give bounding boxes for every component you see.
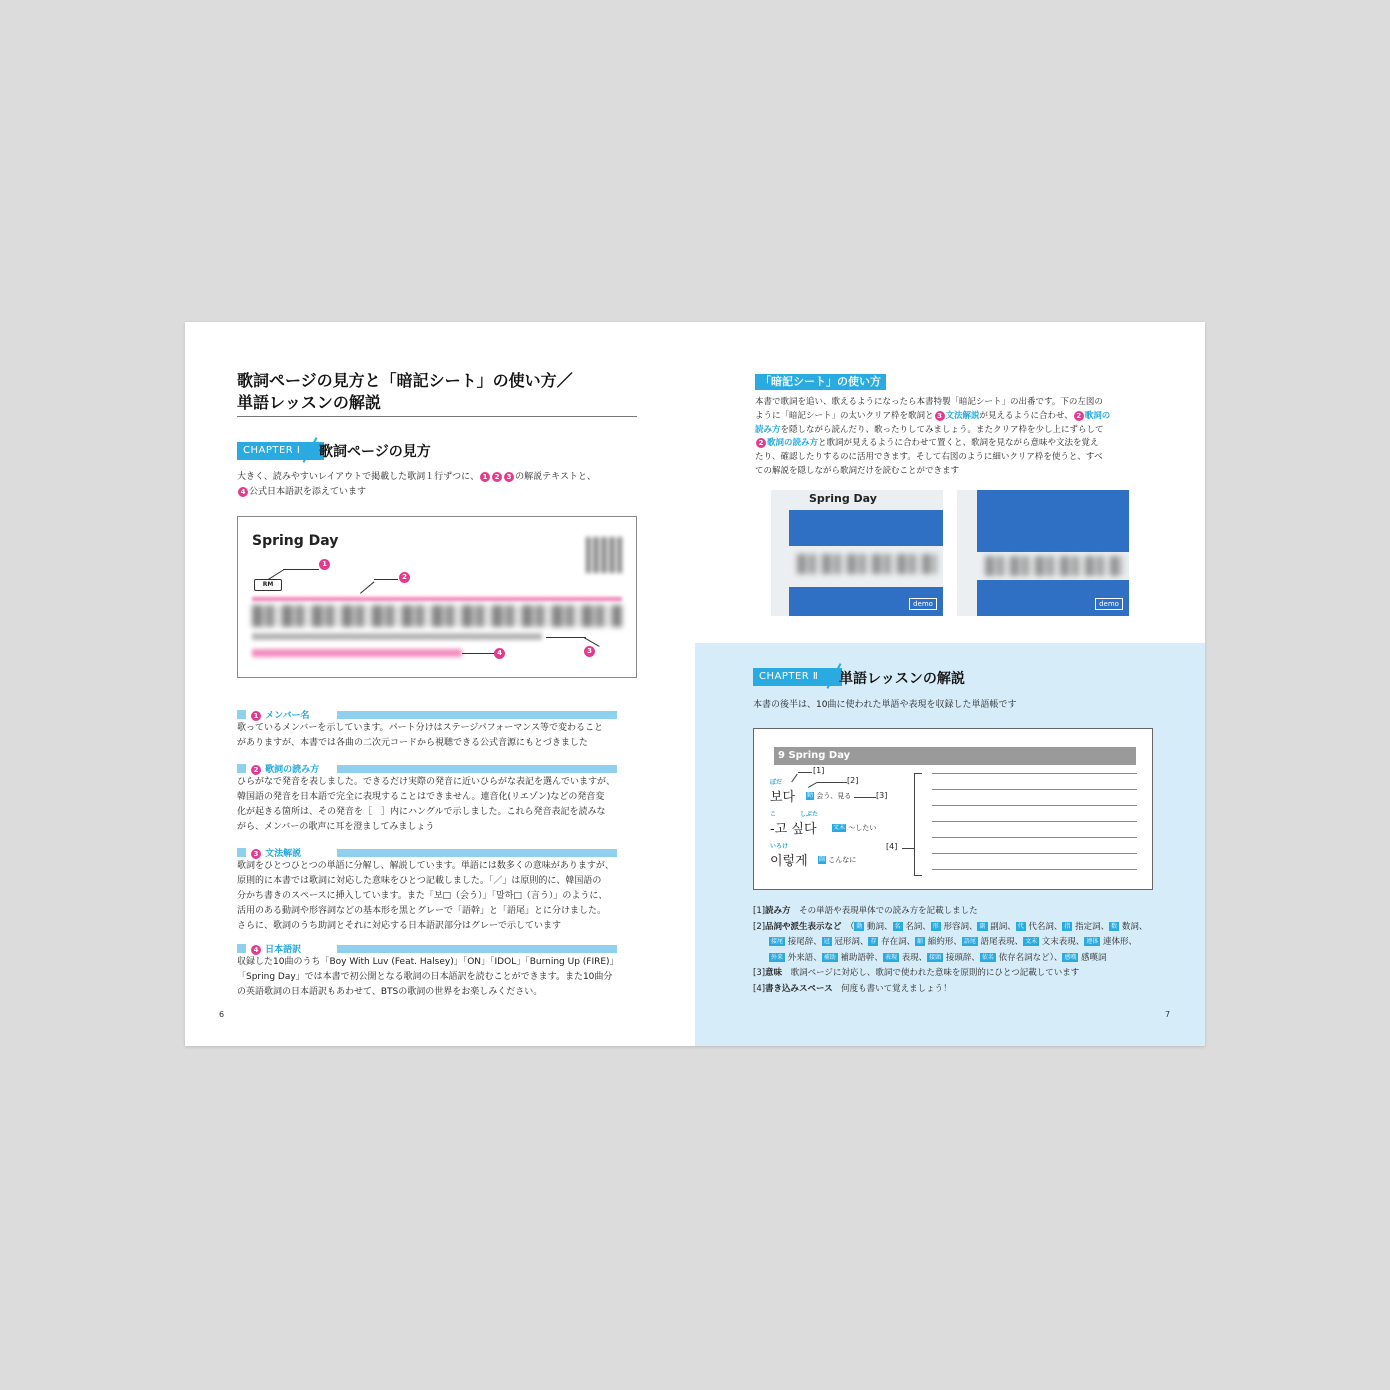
pos-badge: 数: [1111, 922, 1118, 930]
qr-code-icon: [586, 537, 622, 573]
section-reading-body: ひらがなで発音を表しました。できるだけ実際の発音に近いひらがな表記を選んでいますが、 韓国語の発音を日本語で完全に表現することはできません。連音化(リエゾン)などの発音変 化が起きる箇所は、その発音を［ ］内にハングルで示しました。これら発音表記を読みな がら、メンバーの歌声に耳を澄ましてみましょう: [237, 777, 616, 832]
member-tag: RM: [254, 579, 282, 591]
sample-song-title: Spring Day: [252, 533, 339, 549]
vocab-word-1: 보다: [770, 790, 796, 805]
chapter-2-intro: 本書の後半は、10曲に使われた単語や表現を収録した単語帳です: [753, 700, 1017, 710]
pos-badge: 形: [932, 922, 939, 930]
note-3: [3]意味 歌詞ページに対応し、歌詞で使われた意味を原則的にひとつ記載しています: [753, 968, 1080, 978]
section-translation-header: 4 日本語訳: [237, 943, 617, 953]
pos-label: 指定詞、: [1072, 921, 1110, 932]
pos-label: 存在詞、: [878, 937, 916, 947]
section-grammar-header: 3 文法解説: [237, 847, 617, 857]
leader-line-1b: [283, 569, 319, 570]
anki-sheet-body: 本書で歌詞を追い、歌えるようになったら本書特製「暗記シート」の出番です。下の左図の ように「暗記シート」の太いクリア枠を歌詞と 3 文法解説が見えるように合わせ、 2 歌詞の 読み方を隠しながら読んだり、歌ったりしてみましょう。またクリア枠を少し上にずらして 2 歌詞の読み方と歌詞が見えるように合わせて置くと、歌詞を見ながら意味や文法を覚え たり、確認したりするのに活用できます。そして右図のように細いクリア枠を使うと、すべ ての解説を隠しながら歌詞だけを読むことができます: [755, 397, 1111, 476]
chapter-2-title: 単語レッスンの解説: [839, 671, 965, 687]
pos-badge: 存: [870, 938, 877, 945]
chapter-1-intro: 大きく、読みやすいレイアウトで掲載した歌詞１行ずつに、 1 2 3 の解説テキストと、 4 公式日本語訳を添えています: [237, 472, 596, 497]
leader-line-3b: [584, 637, 600, 647]
pos-label: 接尾辞、: [785, 937, 822, 947]
section-reading-header: 2 歌詞の読み方: [237, 763, 617, 773]
pos-label: 接頭辞、: [943, 952, 980, 963]
blurred-grammar-line: [252, 633, 542, 640]
pos-label: 代名詞、: [1025, 921, 1063, 932]
demo-label: demo: [909, 598, 937, 610]
vocab-sample-figure: [753, 728, 1153, 890]
callout-3: [3]: [876, 791, 888, 800]
title-line-2: 単語レッスンの解説: [237, 393, 381, 412]
note-2-cont-2: [753, 951, 1153, 967]
vocab-meaning-1: 動 会う、見る: [807, 792, 852, 800]
pos-label: 補助語幹、: [837, 952, 883, 963]
anki-sheet-photo-left: [771, 490, 943, 616]
callout-4: [4]: [886, 842, 898, 851]
leader-line-4: [462, 653, 494, 654]
pos-label: 連体形、: [1100, 937, 1138, 947]
page-number-right: 7: [1165, 1010, 1171, 1019]
pos-badge: 補助: [823, 953, 836, 961]
write-line: [932, 805, 1137, 806]
write-line: [932, 821, 1137, 822]
chapter-2-tag: CHAPTER Ⅱ: [753, 668, 842, 686]
leader-line-3: [546, 637, 586, 638]
pos-badge: 接頭: [929, 953, 942, 961]
section-member-name-body: 歌っているメンバーを示しています。パート分けはステージパフォーマンス等で変わること がありますが、本書では各曲の二次元コードから視聴できる公式音源にもとづきました: [237, 723, 603, 748]
section-member-name-header: 1 メンバー名: [237, 709, 617, 719]
photo-song-title: Spring Day: [809, 492, 877, 505]
section-translation-body: 収録した10曲のうち「Boy With Luv (Feat. Halsey)」「ON」「IDOL」「Burning Up (FIRE)」 「Spring Day」では本書で初公開となる歌詞の日本語訳を読むことができます。また10曲分 の英語歌詞の日本語訳もあわせて、BTSの歌詞の世界をお楽しみください。: [237, 957, 619, 997]
marker-2: 2: [399, 572, 410, 583]
title-line-1: 歌詞ページの見方と「暗記シート」の使い方／: [237, 371, 573, 390]
title-divider: [237, 416, 637, 417]
leader-line-2: [360, 581, 374, 593]
vocab-meaning-3: 副 こんなに: [819, 856, 857, 864]
vocab-song-header: 9 Spring Day: [774, 747, 1136, 765]
note-2: [2]品詞や派生表示など （ 動 動詞、 名 名詞、 形 形容詞、 副 副詞、 代 代名詞、 指 指定詞、 数 数詞、: [753, 921, 1148, 932]
anki-sheet-photo-right: [957, 490, 1129, 616]
page-title: [237, 370, 637, 414]
write-line: [932, 869, 1137, 870]
pos-badge: 動: [856, 922, 863, 930]
vocab-meaning-2: 文末 〜したい: [833, 824, 877, 832]
chapter-1-tag: CHAPTER Ⅰ: [237, 442, 324, 460]
write-line: [932, 837, 1137, 838]
marker-3: 3: [584, 646, 595, 657]
book-spread: [185, 322, 1205, 1046]
vocab-word-3: 이렇게: [770, 854, 808, 869]
pos-label: 感嘆詞: [1078, 952, 1107, 963]
ruby-1: ぼだ: [770, 779, 783, 786]
pos-label: 文末表現、: [1039, 937, 1085, 947]
pos-label: 縮約形、: [925, 937, 962, 947]
pos-badge: 依名: [981, 953, 994, 961]
note-1: [1]読み方 その単語や表現単体での読み方を記載しました: [753, 906, 978, 916]
pos-badge: 冠: [823, 938, 830, 945]
blurred-lyrics-line: [252, 605, 622, 627]
note-2-cont-1: [753, 935, 1153, 951]
blurred-translation-line: [252, 649, 462, 657]
pos-badge: 副: [979, 922, 986, 930]
pos-badge: 接尾: [771, 938, 784, 945]
pos-label: 語尾表現、: [977, 937, 1024, 947]
right-page: [695, 322, 1205, 1046]
section-grammar-body: 歌詞をひとつひとつの単語に分解し、解説しています。単語には数多くの意味がありますが、 原則的に本書では歌詞に対応した意味をひとつ記載しました。「／」は原則的に、韓国語の 分かち書きのスペースに挿入しています。また「보□（会う）」「말하□（言う）」のように、 活用のある動詞や形容詞などの基本形を黒とグレーで「語幹」と「語尾」とに分けました。 さらに、歌詞のうち助詞とそれに対応する日本語訳部分はグレーで示しています: [237, 861, 614, 931]
pos-badge: 語尾: [963, 938, 976, 945]
pos-label: 名詞、: [902, 921, 931, 932]
pos-label: 外来語、: [785, 952, 822, 963]
write-line: [932, 773, 1137, 774]
pos-label: 数詞、: [1119, 921, 1148, 932]
lyrics-sample-figure: [237, 516, 637, 678]
pos-badge: 縮: [917, 938, 924, 945]
page-number-left: 6: [219, 1010, 225, 1019]
leader-line-2b: [374, 579, 398, 580]
callout-1: [1]: [813, 766, 825, 775]
pos-badge: 連体: [1086, 938, 1099, 945]
ruby-2b: しぷた: [800, 811, 819, 818]
pos-label: 表現、: [898, 952, 928, 963]
blurred-reading-line: [252, 597, 622, 601]
pos-badge: 文末: [1025, 938, 1038, 945]
pos-badge: 名: [894, 922, 901, 930]
write-line: [932, 853, 1137, 854]
pos-badge: 表現: [884, 953, 897, 961]
chapter-1-title: 歌詞ページの見方: [319, 444, 431, 460]
pos-badge: 外来: [771, 953, 784, 961]
pos-label: 副詞、: [987, 921, 1016, 932]
ruby-2a: こ: [770, 811, 777, 818]
anki-sheet-heading: 「暗記シート」の使い方: [755, 374, 886, 390]
pos-label: 冠形詞、: [831, 937, 869, 947]
demo-label: demo: [1095, 598, 1123, 610]
pos-badge: 指: [1064, 922, 1071, 930]
pos-label: 形容詞、: [940, 921, 978, 932]
marker-4: 4: [494, 648, 505, 659]
marker-1: 1: [319, 559, 330, 570]
vocab-word-2: -고 싶다: [770, 822, 817, 837]
ruby-3: いろけ: [770, 843, 789, 850]
pos-label: 依存名詞など）、: [995, 952, 1063, 963]
note-4: [4]書き込みスペース 何度も書いて覚えましょう！: [753, 983, 952, 994]
vocab-notes: [753, 904, 1153, 997]
pos-badge: 代: [1017, 922, 1024, 930]
pos-label: 動詞、: [864, 921, 893, 932]
left-page: [185, 322, 695, 1046]
callout-2: [2]: [847, 776, 859, 785]
pos-badge: 感嘆: [1064, 953, 1077, 961]
write-line: [932, 789, 1137, 790]
